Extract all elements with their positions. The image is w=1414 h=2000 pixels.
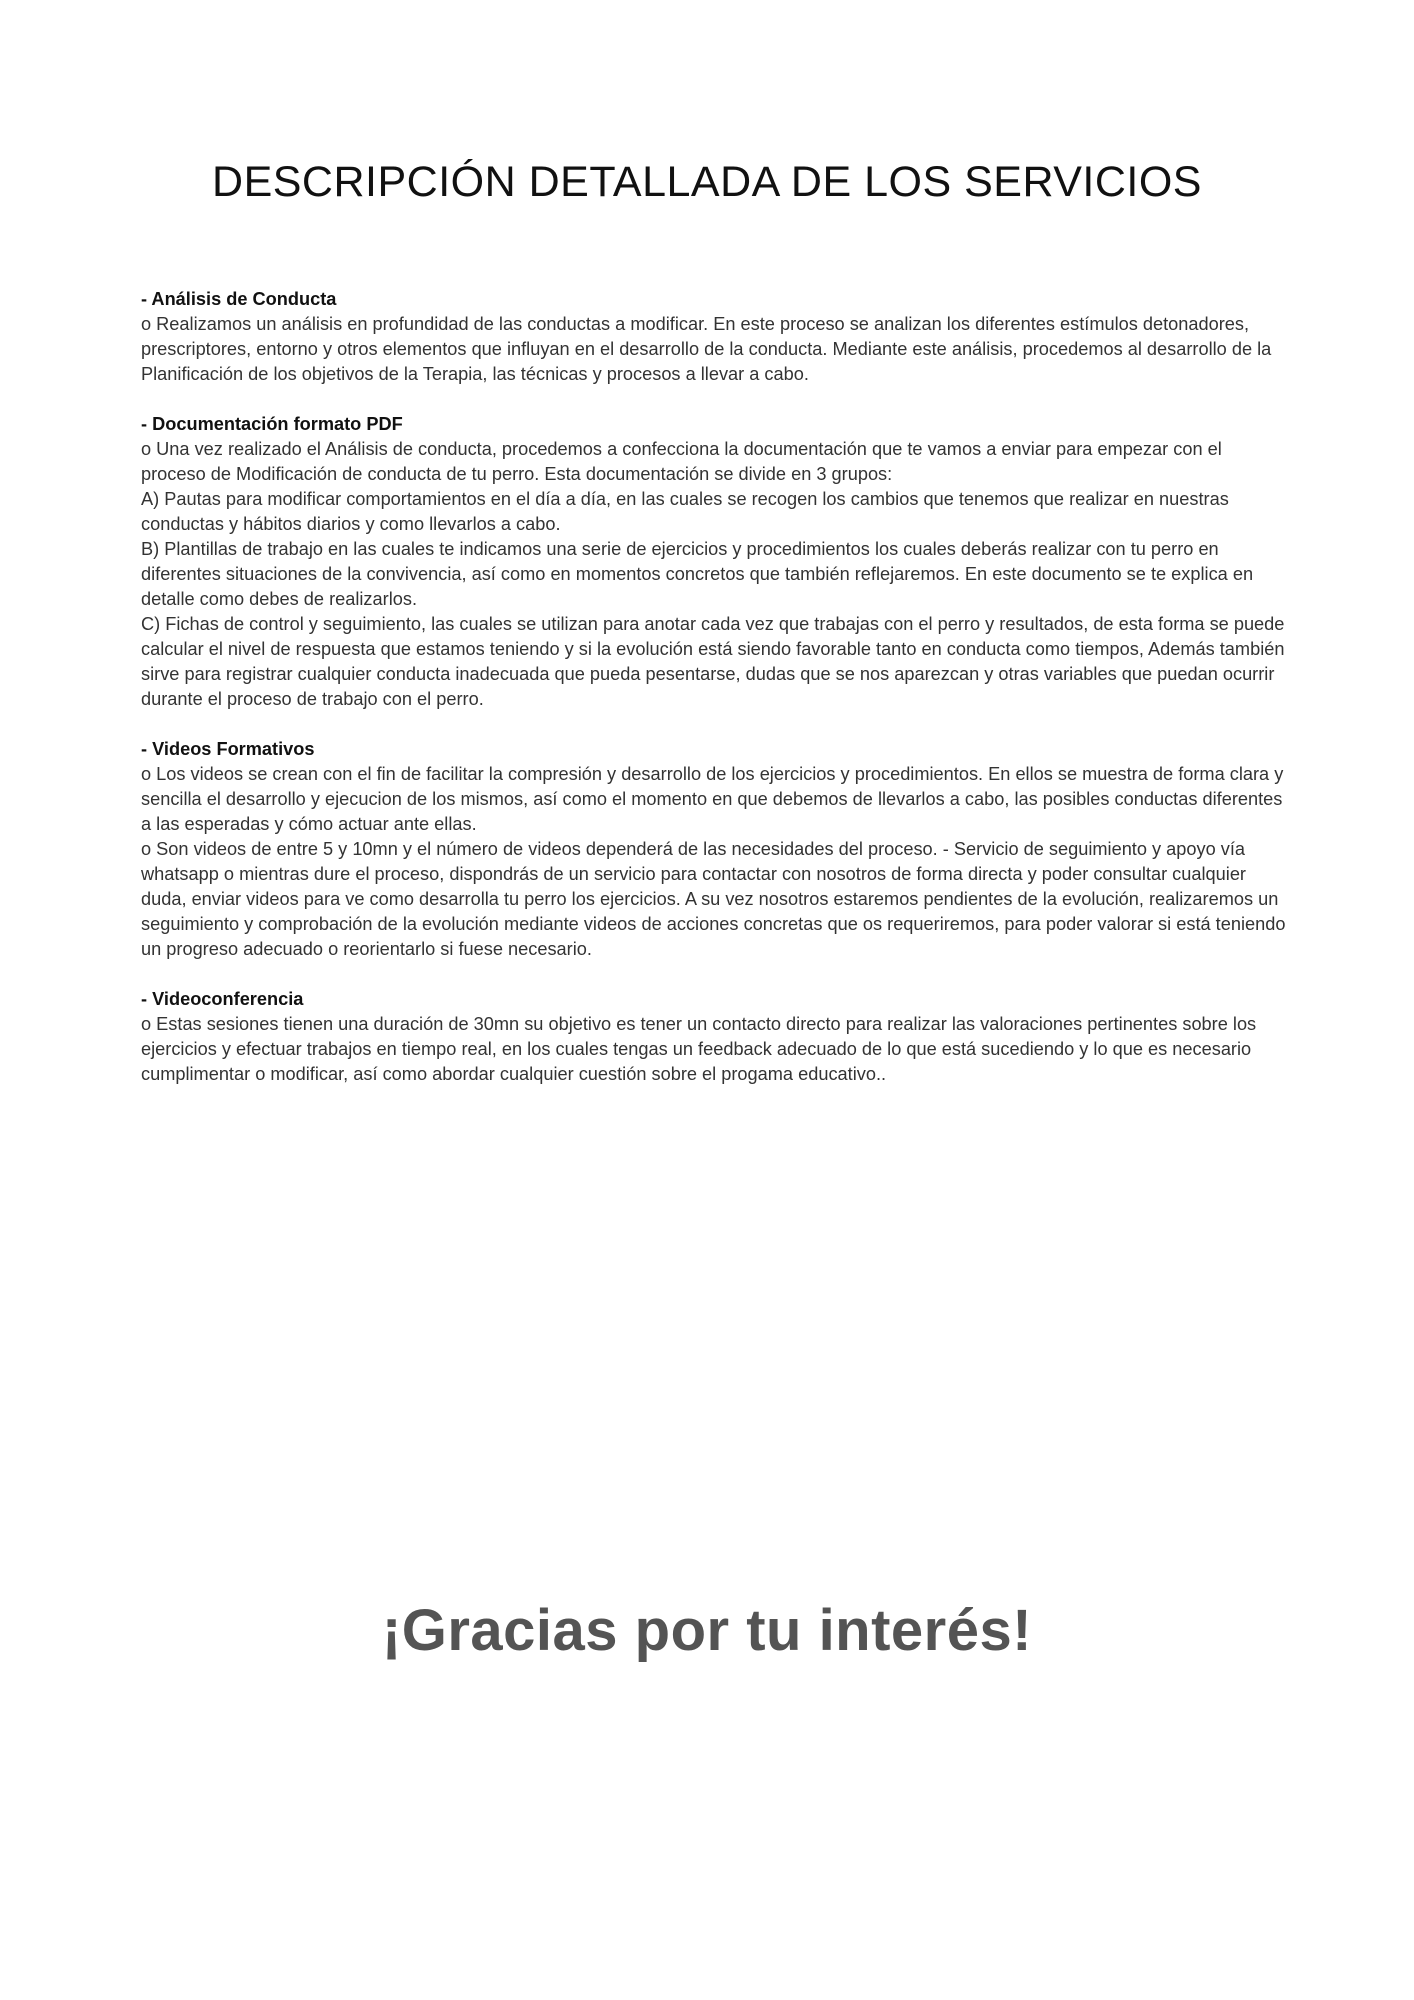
section-paragraph: B) Plantillas de trabajo en las cuales te indicamos una serie de ejercicios y procedimientos los cuales deberás realizar con tu perro en diferentes situaciones de la convivencia, así como en momentos concretos que también reflejaremos. En este documento se te explica en detalle como debes de realizarlos. <box>141 539 1254 609</box>
section-paragraph: o Una vez realizado el Análisis de conducta, procedemos a confecciona la documentación que te vamos a enviar para empezar con el proceso de Modificación de conducta de tu perro. Esta documentación se divide en 3 grupos: <box>141 439 1222 484</box>
section-paragraph: o Los videos se crean con el fin de facilitar la compresión y desarrollo de los ejercicios y procedimientos. En ellos se muestra de forma clara y sencilla el desarrollo y ejecucion de los mismos, así como el momento en que debemos de llevarlos a cabo, las posibles conductas diferentes a las esperadas y cómo actuar ante ellas. <box>141 764 1284 834</box>
section-analisis-conducta <box>141 287 1289 387</box>
section-videoconferencia <box>141 987 1289 1087</box>
section-paragraph: o Estas sesiones tienen una duración de 30mn su objetivo es tener un contacto directo para realizar las valoraciones pertinentes sobre los ejercicios y efectuar trabajos en tiempo real, en los cuales tengas un feedback adecuado de lo que está sucediendo y lo que es necesario cumplimentar o modificar, así como abordar cualquier cuestión sobre el progama educativo.. <box>141 1014 1257 1084</box>
closing-message: ¡Gracias por tu interés! <box>381 1598 1033 1663</box>
section-documentacion-pdf <box>141 412 1289 712</box>
section-videos-formativos <box>141 737 1289 962</box>
services-content <box>141 287 1289 1112</box>
section-title: - Videos Formativos <box>141 739 315 759</box>
section-paragraph: o Son videos de entre 5 y 10mn y el número de videos dependerá de las necesidades del proceso. - Servicio de seguimiento y apoyo vía whatsapp o mientras dure el proceso, dispondrás de un servicio para contactar con nosotros de forma directa y poder consultar cualquier duda, enviar videos para ve como desarrolla tu perro los ejercicios. A su vez nosotros estaremos pendientes de la evolución, realizaremos un seguimiento y comprobación de la evolución mediante videos de acciones concretas que os requeriremos, para poder valorar si está teniendo un progreso adecuado o reorientarlo si fuese necesario. <box>141 839 1286 959</box>
section-paragraph: o Realizamos un análisis en profundidad de las conductas a modificar. En este proceso se analizan los diferentes estímulos detonadores, prescriptores, entorno y otros elementos que influyan en el desarrollo de la conducta. Mediante este análisis, procedemos al desarrollo de la Planificación de los objetivos de la Terapia, las técnicas y procesos a llevar a cabo. <box>141 314 1272 384</box>
section-paragraph: C) Fichas de control y seguimiento, las cuales se utilizan para anotar cada vez que trabajas con el perro y resultados, de esta forma se puede calcular el nivel de respuesta que estamos teniendo y si la evolución está siendo favorable tanto en conducta como tiempos, Además también sirve para registrar cualquier conducta inadecuada que pueda pesentarse, dudas que se nos aparezcan y otras variables que puedan ocurrir durante el proceso de trabajo con el perro. <box>141 614 1285 709</box>
section-title: - Documentación formato PDF <box>141 414 403 434</box>
section-title: - Videoconferencia <box>141 989 304 1009</box>
section-paragraph: A) Pautas para modificar comportamientos en el día a día, en las cuales se recogen los cambios que tenemos que realizar en nuestras conductas y hábitos diarios y como llevarlos a cabo. <box>141 489 1229 534</box>
page-title: DESCRIPCIÓN DETALLADA DE LOS SERVICIOS <box>212 158 1202 206</box>
section-title: - Análisis de Conducta <box>141 289 337 309</box>
